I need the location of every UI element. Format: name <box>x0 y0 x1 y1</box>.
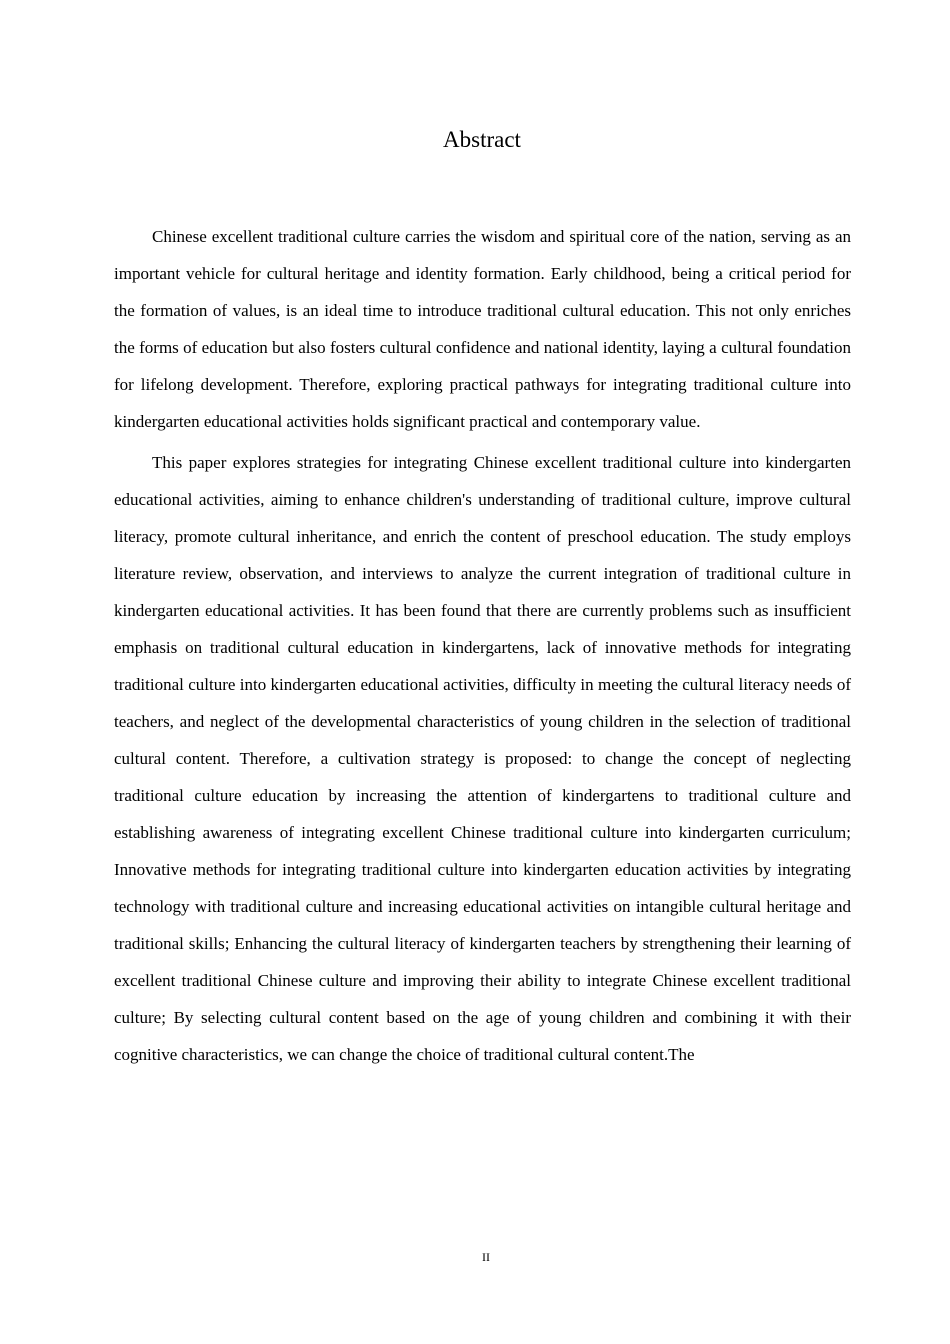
page-title: Abstract <box>443 127 521 152</box>
page-number: II <box>482 1250 490 1264</box>
abstract-paragraph-2: This paper explores strategies for integrating Chinese excellent traditional culture into kindergarten educational activities, aiming to enhance children's understanding of traditional culture, improve cultural literacy, promote cultural inheritance, and enrich the content of preschool education. The study employs literature review, observation, and interviews to analyze the current integration of traditional culture in kindergarten educational activities. It has been found that there are currently problems such as insufficient emphasis on traditional cultural education in kindergartens, lack of innovative methods for integrating traditional culture into kindergarten educational activities, difficulty in meeting the cultural literacy needs of teachers, and neglect of the developmental characteristics of young children in the selection of traditional cultural content. Therefore, a cultivation strategy is proposed: to change the concept of neglecting traditional culture education by increasing the attention of kindergartens to traditional culture and establishing awareness of integrating excellent Chinese traditional culture into kindergarten curriculum; Innovative methods for integrating traditional culture into kindergarten education activities by integrating technology with traditional culture and increasing educational activities on intangible cultural heritage and traditional skills; Enhancing the cultural literacy of kindergarten teachers by strengthening their learning of excellent traditional Chinese culture and improving their ability to integrate Chinese excellent traditional culture; By selecting cultural content based on the age of young children and combining it with their cognitive characteristics, we can change the choice of traditional cultural content.The <box>114 453 851 1064</box>
abstract-paragraph-1: Chinese excellent traditional culture carries the wisdom and spiritual core of the nation, serving as an important vehicle for cultural heritage and identity formation. Early childhood, being a critical period for the formation of values, is an ideal time to introduce traditional cultural education. This not only enriches the forms of education but also fosters cultural confidence and national identity, laying a cultural foundation for lifelong development. Therefore, exploring practical pathways for integrating traditional culture into kindergarten educational activities holds significant practical and contemporary value. <box>114 227 851 431</box>
abstract-body <box>114 218 851 1073</box>
